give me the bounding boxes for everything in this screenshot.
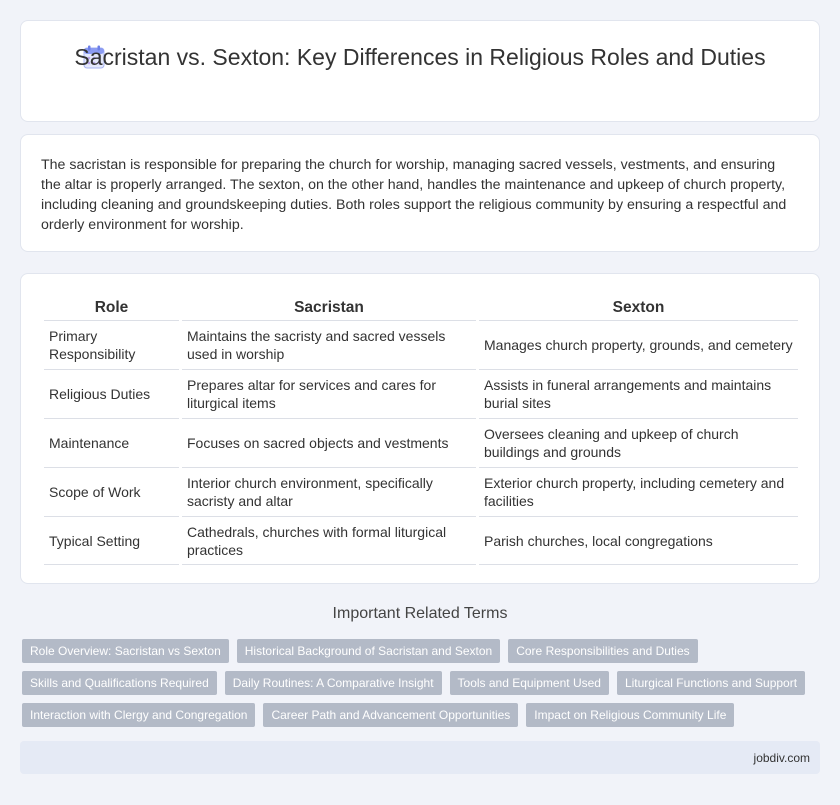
sexton-cell: Assists in funeral arrangements and maintains burial sites	[479, 369, 798, 418]
table-row	[44, 516, 798, 565]
table-row	[44, 320, 798, 369]
table-row	[44, 467, 798, 516]
sexton-cell: Oversees cleaning and upkeep of church buildings and grounds	[479, 418, 798, 467]
term-tag[interactable]: Role Overview: Sacristan vs Sexton	[22, 639, 229, 663]
column-header-sexton: Sexton	[612, 299, 665, 316]
term-tag[interactable]: Impact on Religious Community Life	[526, 703, 734, 727]
related-terms-list	[22, 639, 822, 735]
row-label: Primary Responsibility	[44, 320, 179, 369]
sacristan-cell: Focuses on sacred objects and vestments	[182, 418, 476, 467]
column-header-role: Role	[94, 299, 129, 316]
term-tag[interactable]: Historical Background of Sacristan and Sexton	[237, 639, 500, 663]
sexton-cell: Manages church property, grounds, and cemetery	[479, 320, 798, 369]
related-terms-heading: Important Related Terms	[332, 605, 508, 622]
term-tag[interactable]: Career Path and Advancement Opportunities	[263, 703, 518, 727]
comparison-card	[20, 273, 820, 584]
footer-bar	[20, 741, 820, 774]
sacristan-cell: Interior church environment, specifically sacristy and altar	[182, 467, 476, 516]
page-title: Sacristan vs. Sexton: Key Differences in Religious Roles and Duties	[74, 44, 766, 70]
term-row	[22, 639, 822, 663]
row-label: Scope of Work	[44, 467, 179, 516]
sacristan-cell: Cathedrals, churches with formal liturgical practices	[182, 516, 476, 565]
footer-site-link[interactable]: jobdiv.com	[753, 751, 810, 765]
header-card	[20, 20, 820, 122]
sacristan-cell: Prepares altar for services and cares for liturgical items	[182, 369, 476, 418]
row-label: Typical Setting	[44, 516, 179, 565]
term-tag[interactable]: Skills and Qualifications Required	[22, 671, 217, 695]
table-row	[44, 418, 798, 467]
table-header-row	[44, 296, 798, 320]
row-label: Maintenance	[44, 418, 179, 467]
term-row	[22, 671, 822, 695]
intro-card	[20, 134, 820, 252]
sacristan-cell: Maintains the sacristy and sacred vessels used in worship	[182, 320, 476, 369]
term-tag[interactable]: Daily Routines: A Comparative Insight	[225, 671, 442, 695]
intro-paragraph: The sacristan is responsible for preparing the church for worship, managing sacred vessels, vestments, and ensuring the altar is properly arranged. The sexton, on the other hand, handles the maintenance and upkeep of church property, including cleaning and groundskeeping duties. Both roles support the religious community by ensuring a respectful and orderly environment for worship.	[41, 157, 787, 233]
term-tag[interactable]: Liturgical Functions and Support	[617, 671, 805, 695]
sexton-cell: Parish churches, local congregations	[479, 516, 798, 565]
sexton-cell: Exterior church property, including cemetery and facilities	[479, 467, 798, 516]
term-tag[interactable]: Tools and Equipment Used	[450, 671, 609, 695]
column-header-sacristan: Sacristan	[294, 299, 364, 316]
term-row	[22, 703, 822, 727]
term-tag[interactable]: Interaction with Clergy and Congregation	[22, 703, 255, 727]
comparison-table	[41, 296, 801, 565]
term-tag[interactable]: Core Responsibilities and Duties	[508, 639, 697, 663]
row-label: Religious Duties	[44, 369, 179, 418]
table-row	[44, 369, 798, 418]
